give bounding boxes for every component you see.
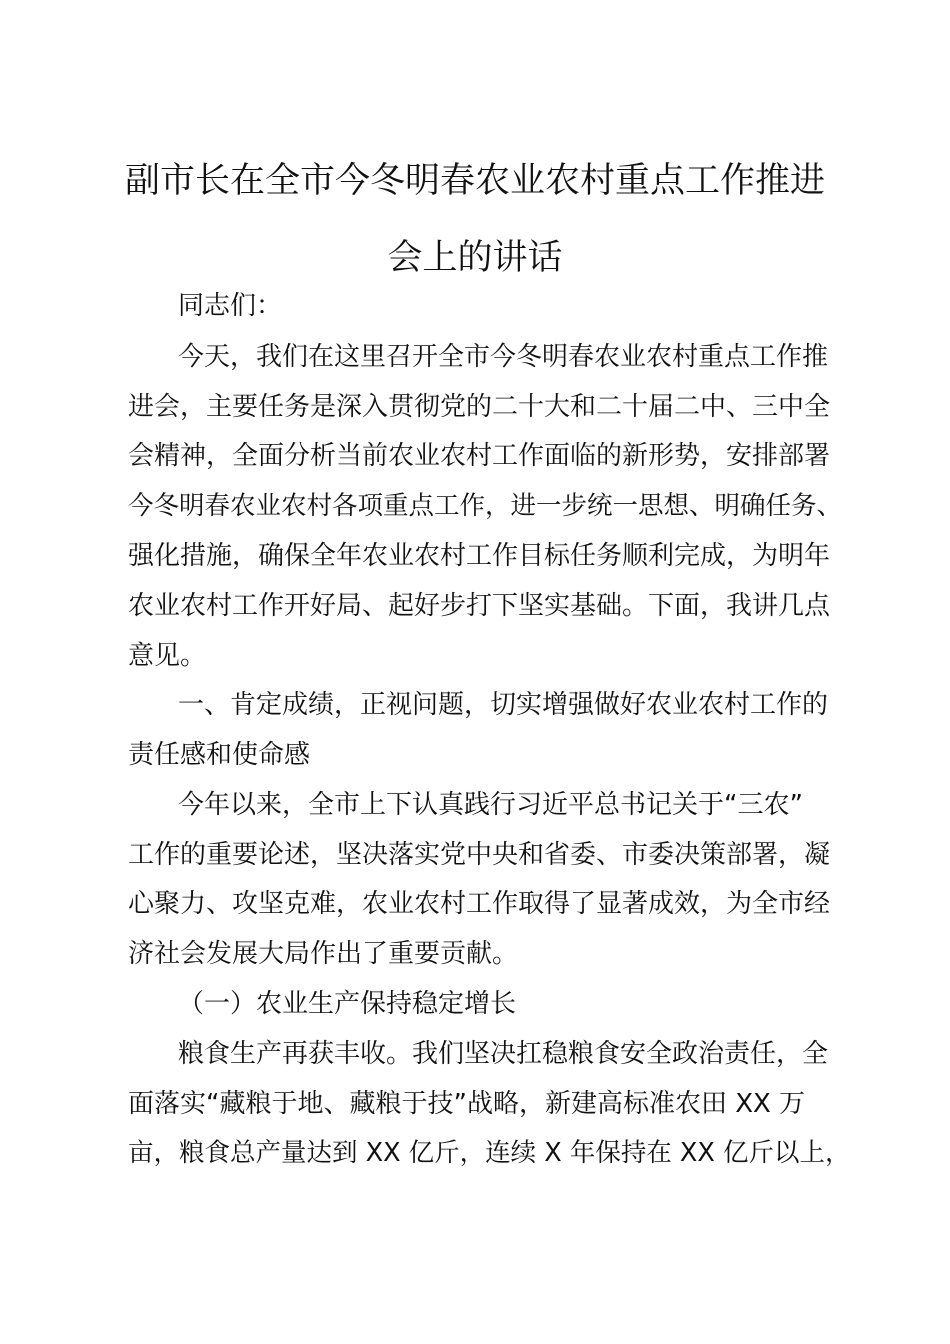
heading-1-line-1: 一、肯定成绩，正视问题，切实增强做好农业农村工作的 xyxy=(178,690,829,720)
paragraph-3-line-1: 粮食生产再获丰收。我们坚决扛稳粮食安全政治责任，全 xyxy=(178,1039,829,1069)
paragraph-2-line-4: 济社会发展大局作出了重要贡献。 xyxy=(128,939,519,969)
paragraph-1-line-4: 今冬明春农业农村各项重点工作，进一步统一思想、明确任务、 xyxy=(128,491,843,521)
paragraph-1-line-7: 意见。 xyxy=(128,641,207,671)
paragraph-1-line-5: 强化措施，确保全年农业农村工作目标任务顺利完成，为明年 xyxy=(128,541,831,571)
paragraph-2-line-1: 今年以来，全市上下认真践行习近平总书记关于“三农” xyxy=(178,790,803,820)
document-title-line-1: 副市长在全市今冬明春农业农村重点工作推进 xyxy=(124,161,825,201)
heading-1-line-2: 责任感和使命感 xyxy=(128,740,311,770)
paragraph-1-line-6: 农业农村工作开好局、起好步打下坚实基础。下面，我讲几点 xyxy=(128,591,831,621)
document-title-line-2: 会上的讲话 xyxy=(387,238,563,278)
paragraph-2-line-3: 心聚力、攻坚克难，农业农村工作取得了显著成效，为全市经 xyxy=(128,889,831,919)
salutation: 同志们： xyxy=(178,291,283,321)
subheading-1: （一）农业生产保持稳定增长 xyxy=(178,989,517,1019)
paragraph-1-line-3: 会精神，全面分析当前农业农村工作面临的新形势，安排部署 xyxy=(128,441,831,471)
paragraph-1-line-1: 今天，我们在这里召开全市今冬明春农业农村重点工作推 xyxy=(178,342,829,372)
paragraph-2-line-2: 工作的重要论述，坚决落实党中央和省委、市委决策部署，凝 xyxy=(128,840,831,870)
paragraph-3-line-2: 面落实“藏粮于地、藏粮于技”战略，新建高标准农田 XX 万 xyxy=(128,1089,806,1119)
paragraph-3-line-3: 亩，粮食总产量达到 XX 亿斤，连续 X 年保持在 XX 亿斤以上， xyxy=(128,1138,851,1168)
paragraph-1-line-2: 进会，主要任务是深入贯彻党的二十大和二十届二中、三中全 xyxy=(128,392,831,422)
